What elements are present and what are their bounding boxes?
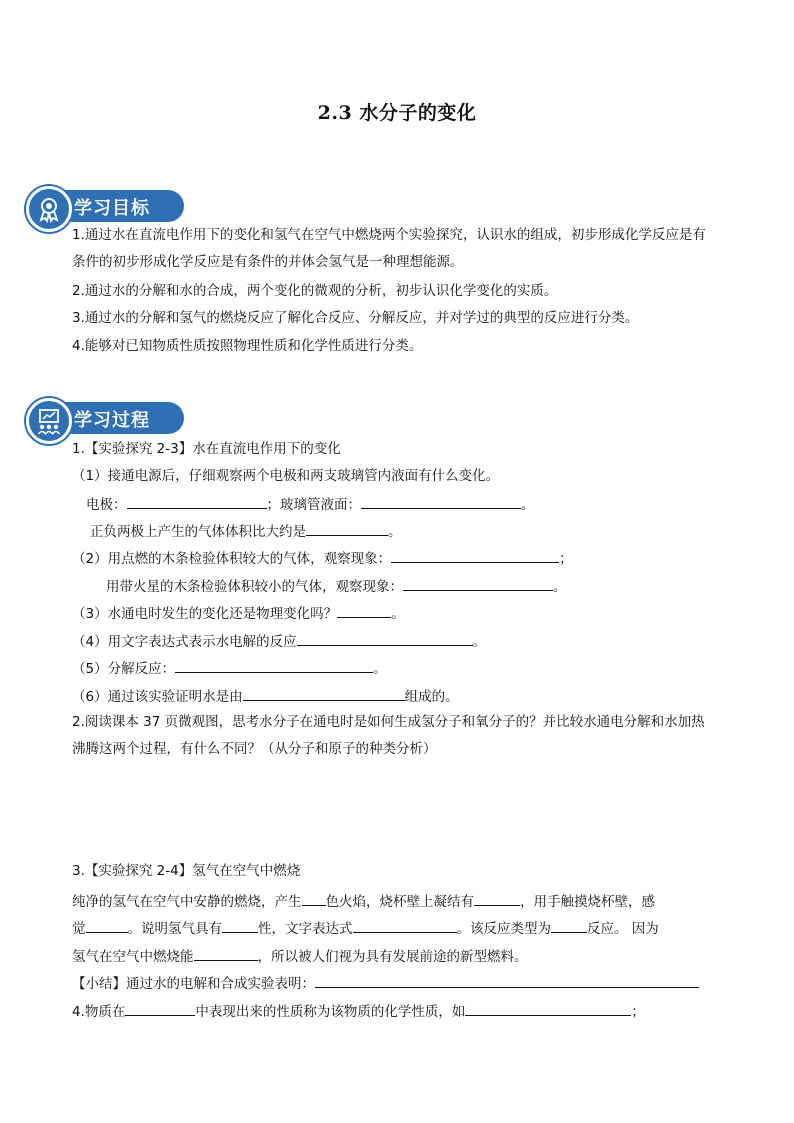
question-3-line-2 bbox=[72, 918, 659, 938]
question-1-part-4 bbox=[72, 631, 486, 651]
text: 。 bbox=[388, 524, 402, 540]
answer-blank[interactable] bbox=[474, 891, 520, 906]
summary-line bbox=[72, 973, 699, 993]
question-1-part-2b bbox=[106, 576, 567, 596]
question-1-part-3 bbox=[72, 603, 405, 623]
objective-line-5: 4.能够对已知物质性质按照物理性质和化学性质进行分类。 bbox=[72, 338, 423, 354]
section-header-process bbox=[26, 398, 186, 440]
question-4-line-1 bbox=[72, 1001, 645, 1021]
presentation-board-icon bbox=[26, 398, 72, 444]
answer-blank[interactable] bbox=[353, 918, 457, 933]
question-1-part-2a bbox=[72, 548, 573, 568]
answer-blank[interactable] bbox=[391, 548, 559, 563]
text: 正负两极上产生的气体体积比大约是 bbox=[90, 524, 306, 540]
objective-line-2: 条件的初步形成化学反应是有条件的并体会氢气是一种理想能源。 bbox=[72, 254, 464, 270]
question-1-part-1a bbox=[86, 494, 535, 514]
text: 色火焰，烧杯壁上凝结有 bbox=[325, 894, 474, 910]
question-2-line-1: 2.阅读课本 37 页微观图，思考水分子在通电时是如何生成氢分子和氧分子的？并比较水通电分解和水加热 bbox=[72, 714, 705, 730]
text: （2）用点燃的木条检验体积较大的气体，观察现象： bbox=[72, 551, 392, 567]
page-title: 2.3 水分子的变化 bbox=[317, 102, 477, 124]
answer-blank[interactable] bbox=[86, 918, 128, 933]
text: （3）水通电时发生的变化还是物理变化吗？ bbox=[72, 606, 338, 622]
answer-blank[interactable] bbox=[306, 521, 388, 536]
question-1-part-5 bbox=[72, 658, 387, 678]
question-1-part-6 bbox=[72, 686, 459, 706]
text: 反应。 因为 bbox=[587, 921, 659, 937]
text: 。说明氢气具有 bbox=[127, 921, 222, 937]
answer-blank[interactable] bbox=[403, 576, 553, 591]
question-3-heading: 3.【实验探究 2-4】氢气在空气中燃烧 bbox=[72, 863, 301, 879]
question-2-line-2: 沸腾这两个过程，有什么不同？（从分子和原子的种类分析） bbox=[72, 741, 437, 757]
text: 【小结】通过水的电解和合成实验表明： bbox=[72, 976, 315, 992]
text: （5）分解反应： bbox=[72, 661, 176, 677]
answer-blank[interactable] bbox=[361, 494, 521, 509]
answer-blank[interactable] bbox=[302, 891, 326, 906]
objective-line-3: 2.通过水的分解和水的合成，两个变化的微观的分析，初步认识化学变化的实质。 bbox=[72, 283, 558, 299]
text: ； bbox=[631, 1004, 645, 1020]
text: 氢气在空气中燃烧能 bbox=[72, 949, 194, 965]
text: ；玻璃管液面： bbox=[266, 497, 361, 513]
objective-line-4: 3.通过水的分解和氢气的燃烧反应了解化合反应、分解反应，并对学过的典型的反应进行分类。 bbox=[72, 310, 639, 326]
question-3-line-1 bbox=[72, 891, 655, 911]
text: （6）通过该实验证明水是由 bbox=[72, 689, 243, 705]
text: ，所以被人们视为具有发展前途的新型燃料。 bbox=[257, 949, 528, 965]
answer-blank[interactable] bbox=[222, 918, 258, 933]
text: ，用手触摸烧杯壁，感 bbox=[520, 894, 655, 910]
objective-line-1: 1.通过水在直流电作用下的变化和氢气在空气中燃烧两个实验探究，认识水的组成，初步形成化学反应是有 bbox=[72, 227, 706, 243]
section-label: 学习过程 bbox=[74, 410, 150, 431]
answer-blank[interactable] bbox=[194, 946, 258, 961]
question-1-part-1b bbox=[90, 521, 402, 541]
text: 觉 bbox=[72, 921, 86, 937]
text: 。 bbox=[521, 497, 535, 513]
text: 。 bbox=[472, 634, 487, 650]
answer-blank[interactable] bbox=[127, 494, 267, 509]
text: 用带火星的木条检验体积较小的气体，观察现象： bbox=[106, 579, 403, 595]
section-header-objectives bbox=[26, 186, 186, 228]
text: 。 bbox=[553, 579, 567, 595]
question-3-line-3 bbox=[72, 946, 528, 966]
answer-blank[interactable] bbox=[337, 603, 391, 618]
answer-blank[interactable] bbox=[175, 658, 373, 673]
answer-blank[interactable] bbox=[125, 1001, 195, 1016]
text: 电极： bbox=[86, 497, 127, 513]
answer-blank[interactable] bbox=[243, 686, 405, 701]
text: 纯净的氢气在空气中安静的燃烧，产生 bbox=[72, 894, 302, 910]
text: 4.物质在 bbox=[72, 1004, 126, 1020]
text: （4）用文字表达式表示水电解的反应 bbox=[72, 634, 297, 650]
answer-blank[interactable] bbox=[315, 973, 699, 988]
text: 。 bbox=[391, 606, 405, 622]
answer-blank[interactable] bbox=[297, 631, 473, 646]
award-ribbon-icon bbox=[26, 186, 72, 232]
answer-blank[interactable] bbox=[465, 1001, 631, 1016]
answer-blank[interactable] bbox=[551, 918, 587, 933]
question-1-part-1: （1）接通电源后，仔细观察两个电极和两支玻璃管内液面有什么变化。 bbox=[72, 468, 500, 484]
text: 性，文字表达式 bbox=[258, 921, 353, 937]
text: 组成的。 bbox=[404, 689, 459, 705]
text: 。 bbox=[373, 661, 387, 677]
text: ； bbox=[559, 551, 573, 567]
section-label: 学习目标 bbox=[74, 198, 150, 219]
text: 。该反应类型为 bbox=[456, 921, 551, 937]
text: 中表现出来的性质称为该物质的化学性质，如 bbox=[195, 1004, 466, 1020]
question-1-heading: 1.【实验探究 2-3】水在直流电作用下的变化 bbox=[72, 441, 341, 457]
